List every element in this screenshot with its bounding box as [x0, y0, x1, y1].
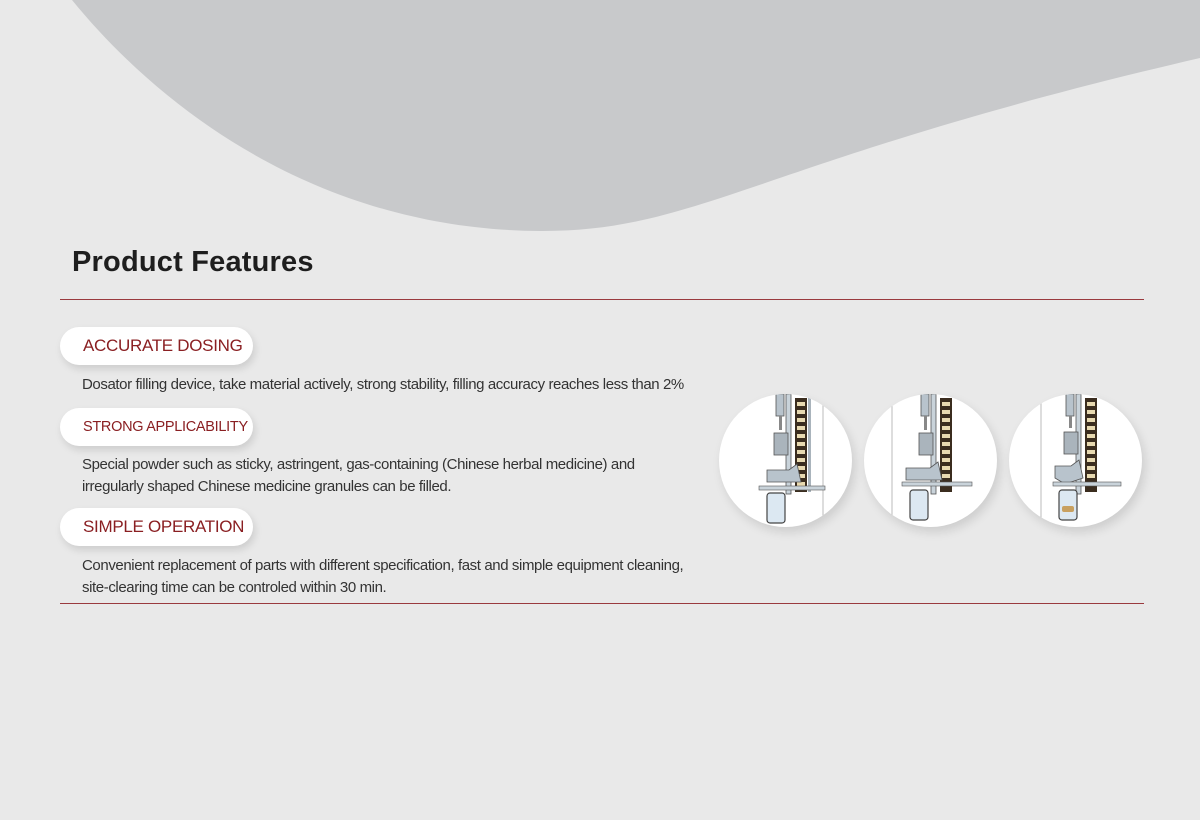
dosator-mechanism-icon: [1009, 394, 1142, 527]
dosator-mechanism-icon: [864, 394, 997, 527]
dosator-illustration-1: [719, 394, 852, 527]
dosator-mechanism-icon: [719, 394, 852, 527]
feature-label-strong-applicability: STRONG APPLICABILITY: [60, 408, 253, 446]
description-line: Special powder such as sticky, astringent, gas-containing (Chinese herbal medicine) and: [82, 456, 635, 473]
divider-top: [60, 299, 1144, 300]
background-curve-shape: [0, 0, 1200, 240]
description-line: site-clearing time can be controled within 30 min.: [82, 579, 387, 596]
description-line: irregularly shaped Chinese medicine granules can be filled.: [82, 478, 452, 495]
dosator-illustration-2: [864, 394, 997, 527]
feature-label-accurate-dosing: ACCURATE DOSING: [60, 327, 253, 365]
feature-description-simple-operation: [82, 555, 683, 599]
feature-label-simple-operation: SIMPLE OPERATION: [60, 508, 253, 546]
feature-description-strong-applicability: [82, 454, 635, 498]
dosator-illustration-3: [1009, 394, 1142, 527]
feature-description-accurate-dosing: [82, 374, 684, 396]
description-line: Dosator filling device, take material actively, strong stability, filling accuracy reaches less than 2%: [82, 376, 684, 393]
description-line: Convenient replacement of parts with different specification, fast and simple equipment cleaning,: [82, 557, 684, 574]
page-title: Product Features: [72, 246, 314, 278]
divider-bottom: [60, 603, 1144, 604]
